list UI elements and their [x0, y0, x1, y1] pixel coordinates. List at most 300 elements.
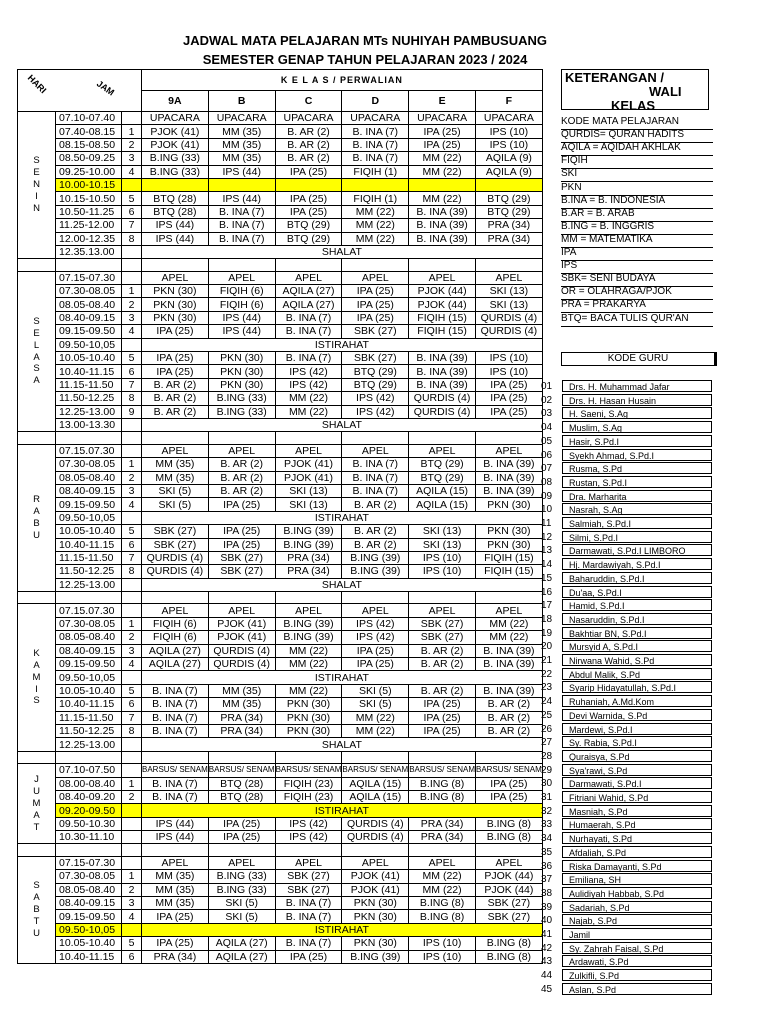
lesson-cell: B.ING (8): [409, 777, 476, 790]
lesson-cell: MM (22): [475, 617, 542, 630]
lesson-cell: IPA (25): [208, 538, 275, 551]
lesson-cell: PJOK (41): [208, 617, 275, 630]
lesson-cell: PRA (34): [475, 232, 542, 245]
lesson-cell: SBK (27): [475, 910, 542, 923]
lesson-cell: SBK (27): [208, 565, 275, 578]
teacher-name: Sya'rawi, S.Pd: [562, 764, 712, 776]
separator-cell: [18, 844, 56, 856]
time-cell: 11.50-12.25: [56, 392, 122, 405]
time-cell: 09.50-10,05: [56, 338, 122, 351]
lesson-cell: SBK (27): [342, 325, 409, 338]
lesson-cell: B. AR (2): [142, 405, 209, 418]
lesson-cell: B. INA (7): [275, 897, 342, 910]
teacher-code: 01: [541, 381, 553, 392]
lesson-cell: MM (22): [275, 405, 342, 418]
period-number: 2: [122, 138, 142, 151]
teacher-name: Sadariah, S.Pd: [562, 901, 712, 913]
lesson-cell: BARSUS/ SENAM: [475, 764, 542, 777]
period-number: 5: [122, 352, 142, 365]
table-row: [18, 604, 565, 617]
time-cell: 08.50-09.25: [56, 152, 122, 165]
legend-item: BTQ= BACA TULIS QUR'AN: [561, 313, 713, 327]
teacher-name: Nasaruddin, S.Pd.I: [562, 613, 712, 625]
time-cell: 10.15-10.50: [56, 192, 122, 205]
lesson-cell: [208, 178, 275, 191]
lesson-cell: [409, 178, 476, 191]
lesson-cell: B. AR (2): [142, 378, 209, 391]
teacher-name: Syarip Hidayatullah, S.Pd.I: [562, 681, 712, 693]
teacher-name: Riska Damayanti, S.Pd: [562, 860, 712, 872]
teacher-code: 24: [541, 696, 553, 708]
teacher-row: [541, 599, 717, 612]
lesson-cell: IPA (25): [208, 498, 275, 511]
lesson-cell: B.ING (33): [208, 405, 275, 418]
period-number: 4: [122, 658, 142, 671]
lesson-cell: PKN (30): [275, 711, 342, 724]
period-number: 7: [122, 378, 142, 391]
period-number: [122, 444, 142, 457]
lesson-cell: B.ING (39): [275, 617, 342, 630]
separator-cell: [475, 751, 542, 763]
teacher-code: 45: [541, 983, 553, 995]
lesson-cell: IPA (25): [275, 165, 342, 178]
lesson-cell: BARSUS/ SENAM: [409, 764, 476, 777]
lesson-cell: B. INA (7): [142, 777, 209, 790]
time-cell: 07.15.07.30: [56, 444, 122, 457]
separator-cell: [18, 259, 56, 271]
time-cell: 12.00-12.35: [56, 232, 122, 245]
lesson-cell: IPS (10): [475, 125, 542, 138]
period-number: 8: [122, 565, 142, 578]
separator-cell: [122, 259, 142, 271]
lesson-cell: MM (22): [342, 205, 409, 218]
separator-cell: [122, 432, 142, 444]
period-number: [122, 764, 142, 777]
lesson-cell: SBK (27): [342, 352, 409, 365]
lesson-cell: B. INA (7): [275, 311, 342, 324]
table-row: [18, 671, 565, 684]
page-title: JADWAL MATA PELAJARAN MTs NUHIYAH PAMBUSUANG: [182, 33, 547, 48]
lesson-cell: B. AR (2): [275, 125, 342, 138]
spacer-cell: [542, 325, 564, 338]
lesson-cell: B. AR (2): [475, 724, 542, 737]
lesson-cell: [142, 178, 209, 191]
teacher-row: [541, 736, 717, 749]
time-cell: 10.00-10.15: [56, 178, 122, 191]
teacher-row: [541, 887, 717, 900]
separator-cell: [275, 751, 342, 763]
lesson-cell: SKI (5): [208, 897, 275, 910]
lesson-cell: B. INA (39): [409, 365, 476, 378]
period-number: 2: [122, 298, 142, 311]
lesson-cell: FIQIH (15): [409, 325, 476, 338]
teacher-row: [541, 613, 717, 626]
teacher-code: 40: [541, 915, 553, 927]
time-cell: 07.30-08.05: [56, 458, 122, 471]
teacher-row: [541, 435, 717, 448]
teacher-row: [541, 558, 717, 571]
table-row: [18, 923, 565, 936]
separator-cell: [409, 432, 476, 444]
teacher-code: 36: [541, 860, 553, 872]
lesson-cell: IPA (25): [342, 644, 409, 657]
separator-cell: [275, 844, 342, 856]
legend-item: SKI: [561, 168, 713, 182]
lesson-cell: PJOK (44): [409, 298, 476, 311]
lesson-cell: BTQ (29): [342, 378, 409, 391]
table-row: [18, 125, 565, 138]
teacher-code: 31: [541, 792, 553, 803]
period-number: [122, 817, 142, 830]
period-number: 5: [122, 192, 142, 205]
lesson-cell: IPA (25): [475, 777, 542, 790]
lesson-cell: SBK (27): [275, 870, 342, 883]
lesson-cell: IPA (25): [142, 937, 209, 950]
time-cell: 11.15-11.50: [56, 711, 122, 724]
table-row: [18, 498, 565, 511]
teacher-row: [541, 723, 717, 736]
lesson-cell: IPS (44): [142, 232, 209, 245]
teacher-code: 39: [541, 901, 553, 913]
time-cell: 10.40-11.15: [56, 538, 122, 551]
time-cell: 09.20-09.50: [56, 804, 122, 817]
time-cell: 07.15-07.30: [56, 856, 122, 869]
lesson-cell: B.ING (33): [208, 870, 275, 883]
lesson-cell: BTQ (28): [142, 192, 209, 205]
separator-cell: [122, 751, 142, 763]
lesson-cell: B.ING (39): [275, 538, 342, 551]
table-row: [18, 817, 565, 830]
lesson-cell: APEL: [475, 856, 542, 869]
teacher-code: 03: [541, 408, 553, 420]
keterangan-title: KETERANGAN /: [565, 70, 664, 85]
lesson-cell: PKN (30): [275, 724, 342, 737]
separator-cell: [56, 844, 122, 856]
day-separator: [18, 259, 565, 271]
time-cell: 10.05-10.40: [56, 684, 122, 697]
table-row: [18, 219, 565, 232]
lesson-cell: IPS (10): [475, 352, 542, 365]
lesson-cell: B. INA (39): [409, 219, 476, 232]
teacher-row: [541, 818, 717, 831]
table-row: [18, 777, 565, 790]
time-cell: 07.40-08.15: [56, 125, 122, 138]
lesson-cell: B. INA (7): [342, 138, 409, 151]
lesson-cell: UPACARA: [409, 112, 476, 125]
lesson-cell: FIQIH (6): [142, 617, 209, 630]
day-label: S E N I N: [18, 112, 56, 259]
teacher-code: 10: [541, 504, 553, 516]
time-cell: 09.15-09.50: [56, 498, 122, 511]
lesson-cell: UPACARA: [275, 112, 342, 125]
lesson-cell: IPA (25): [475, 378, 542, 391]
teacher-code: 35: [541, 846, 553, 858]
table-row: [18, 644, 565, 657]
lesson-cell: [475, 178, 542, 191]
table-row: [18, 205, 565, 218]
teacher-code: 22: [541, 668, 553, 680]
lesson-cell: B. INA (39): [475, 684, 542, 697]
lesson-cell: MM (35): [208, 125, 275, 138]
hari-jam-corner: [18, 70, 142, 112]
lesson-cell: IPS (42): [342, 392, 409, 405]
separator-cell: [142, 751, 209, 763]
lesson-cell: QURDIS (4): [475, 325, 542, 338]
time-cell: 08.40-09.15: [56, 644, 122, 657]
lesson-cell: AQILA (15): [342, 790, 409, 803]
time-cell: 08.00-08.40: [56, 777, 122, 790]
lesson-cell: MM (35): [208, 684, 275, 697]
lesson-cell: PKN (30): [142, 298, 209, 311]
separator-cell: [342, 751, 409, 763]
lesson-cell: APEL: [208, 856, 275, 869]
lesson-cell: IPS (42): [342, 617, 409, 630]
teacher-code: 04: [541, 422, 553, 434]
time-cell: 08.05-08.40: [56, 471, 122, 484]
lesson-cell: MM (35): [142, 471, 209, 484]
table-row: [18, 617, 565, 630]
period-number: 3: [122, 311, 142, 324]
lesson-cell: IPA (25): [475, 790, 542, 803]
period-number: [122, 738, 142, 751]
teacher-name: Quraisya, S.Pd: [562, 750, 712, 762]
lesson-cell: B.ING (8): [475, 950, 542, 963]
separator-cell: [342, 844, 409, 856]
time-cell: 08.40-09.15: [56, 897, 122, 910]
time-cell: 10.05-10.40: [56, 937, 122, 950]
spacer-cell: [542, 365, 564, 378]
class-header: E: [409, 91, 476, 112]
teacher-name: Darmawati, S.Pd.I: [562, 777, 712, 789]
lesson-cell: FIQIH (6): [208, 285, 275, 298]
lesson-cell: PJOK (41): [342, 870, 409, 883]
lesson-cell: IPA (25): [142, 910, 209, 923]
class-header: B: [208, 91, 275, 112]
lesson-cell: PRA (34): [275, 565, 342, 578]
lesson-cell: PRA (34): [275, 551, 342, 564]
lesson-cell: IPS (42): [342, 631, 409, 644]
lesson-cell: B. INA (7): [142, 724, 209, 737]
teacher-code: 17: [541, 600, 553, 612]
teacher-row: [541, 695, 717, 708]
lesson-cell: MM (35): [142, 883, 209, 896]
lesson-cell: QURDIS (4): [342, 831, 409, 844]
day-separator: [18, 432, 565, 444]
teacher-code: 19: [541, 627, 553, 639]
lesson-cell: B. INA (7): [208, 232, 275, 245]
lesson-cell: BTQ (29): [409, 458, 476, 471]
lesson-cell: PKN (30): [475, 498, 542, 511]
teacher-row: [541, 586, 717, 599]
period-number: [122, 578, 142, 591]
table-row: [18, 856, 565, 869]
lesson-cell: APEL: [475, 444, 542, 457]
table-row: [18, 804, 565, 817]
teacher-row: [541, 873, 717, 886]
table-row: [18, 937, 565, 950]
lesson-cell: B.ING (8): [475, 817, 542, 830]
lesson-cell: B. INA (7): [342, 458, 409, 471]
separator-cell: [56, 432, 122, 444]
teacher-name: Mardewi, S.Pd.I: [562, 723, 712, 735]
lesson-cell: IPA (25): [475, 405, 542, 418]
teacher-code: 30: [541, 778, 553, 790]
lesson-cell: MM (22): [275, 684, 342, 697]
lesson-cell: SKI (13): [275, 498, 342, 511]
lesson-cell: APEL: [409, 271, 476, 284]
lesson-cell: MM (22): [275, 392, 342, 405]
lesson-cell: IPA (25): [142, 325, 209, 338]
lesson-cell: AQILA (9): [475, 152, 542, 165]
teacher-code: 21: [541, 655, 553, 666]
teacher-row: [541, 983, 717, 996]
separator-cell: [208, 259, 275, 271]
time-cell: 10.05-10.40: [56, 352, 122, 365]
lesson-cell: PRA (34): [475, 219, 542, 232]
lesson-cell: APEL: [275, 271, 342, 284]
period-number: 6: [122, 698, 142, 711]
lesson-cell: PJOK (41): [208, 631, 275, 644]
lesson-cell: SKI (13): [475, 298, 542, 311]
lesson-cell: IPS (10): [409, 551, 476, 564]
period-number: [122, 856, 142, 869]
lesson-cell: QURDIS (4): [142, 551, 209, 564]
teacher-name: Du'aa, S.Pd.I: [562, 586, 712, 598]
lesson-cell: APEL: [342, 271, 409, 284]
table-row: [18, 870, 565, 883]
teacher-name: Drs. H. Hasan Husain: [562, 394, 712, 406]
lesson-cell: MM (35): [142, 870, 209, 883]
period-number: 4: [122, 498, 142, 511]
lesson-cell: PKN (30): [475, 525, 542, 538]
table-row: [18, 152, 565, 165]
lesson-cell: IPA (25): [409, 724, 476, 737]
teacher-row: [541, 627, 717, 640]
keterangan-wali: WALI: [649, 84, 682, 99]
time-cell: 12.25-13.00: [56, 738, 122, 751]
lesson-cell: PJOK (44): [475, 870, 542, 883]
lesson-cell: SBK (27): [208, 551, 275, 564]
period-number: 4: [122, 165, 142, 178]
table-row: [18, 698, 565, 711]
lesson-cell: PJOK (41): [342, 883, 409, 896]
teacher-name: Muslim, S.Ag: [562, 421, 712, 433]
teacher-row: [541, 969, 717, 982]
table-row: [18, 138, 565, 151]
lesson-cell: BTQ (29): [475, 192, 542, 205]
lesson-cell: PKN (30): [142, 311, 209, 324]
lesson-cell: AQILA (27): [142, 658, 209, 671]
teacher-name: Syekh Ahmad, S.Pd.I: [562, 449, 712, 461]
separator-cell: [475, 592, 542, 604]
break-cell: SHALAT: [142, 738, 543, 751]
time-cell: 09.50-10.30: [56, 817, 122, 830]
lesson-cell: PKN (30): [342, 897, 409, 910]
teacher-name: Hamid, S.Pd.I: [562, 599, 712, 611]
lesson-cell: APEL: [208, 604, 275, 617]
lesson-cell: B. INA (39): [475, 644, 542, 657]
period-number: 8: [122, 232, 142, 245]
lesson-cell: PKN (30): [208, 352, 275, 365]
period-number: [122, 178, 142, 191]
teacher-name: Fitriani Wahid, S.Pd: [562, 791, 712, 803]
lesson-cell: IPS (10): [409, 950, 476, 963]
lesson-cell: MM (22): [409, 165, 476, 178]
lesson-cell: MM (35): [208, 138, 275, 151]
time-cell: 11.50-12.25: [56, 565, 122, 578]
time-cell: 09.15-09.50: [56, 658, 122, 671]
teacher-row: [541, 777, 717, 790]
teacher-name: Hasir, S.Pd.I: [562, 435, 712, 447]
day-label: S E L A S A: [18, 271, 56, 432]
teacher-name: Abdul Malik, S.Pd: [562, 668, 712, 680]
lesson-cell: B. INA (7): [275, 325, 342, 338]
table-row: [18, 551, 565, 564]
time-cell: 08.40-09.15: [56, 311, 122, 324]
lesson-cell: B. AR (2): [208, 471, 275, 484]
lesson-cell: QURDIS (4): [342, 817, 409, 830]
lesson-cell: B. AR (2): [275, 152, 342, 165]
period-number: [122, 271, 142, 284]
lesson-cell: IPS (44): [142, 817, 209, 830]
teacher-code: 34: [541, 833, 553, 845]
teacher-name: Mursyid A, S.Pd.I: [562, 640, 712, 652]
time-cell: 08.15-08.50: [56, 138, 122, 151]
teacher-name: Aulidiyah Habbab, S.Pd: [562, 887, 712, 899]
lesson-cell: [275, 178, 342, 191]
period-number: 9: [122, 405, 142, 418]
lesson-cell: B. INA (39): [475, 658, 542, 671]
separator-cell: [342, 259, 409, 271]
period-number: 5: [122, 684, 142, 697]
teacher-code: 41: [541, 929, 553, 940]
time-cell: 10.40-11.15: [56, 365, 122, 378]
teacher-code: 08: [541, 476, 553, 488]
teacher-row: [541, 517, 717, 530]
table-row: [18, 883, 565, 896]
lesson-cell: B. INA (39): [475, 484, 542, 497]
lesson-cell: PKN (30): [142, 285, 209, 298]
teacher-name: Nasrah, S.Ag: [562, 503, 712, 515]
period-number: 6: [122, 205, 142, 218]
break-cell: ISTIRAHAT: [142, 923, 543, 936]
lesson-cell: B. INA (39): [409, 232, 476, 245]
lesson-cell: SKI (13): [275, 484, 342, 497]
spacer-cell: [542, 338, 564, 351]
separator-cell: [275, 592, 342, 604]
lesson-cell: APEL: [475, 604, 542, 617]
lesson-cell: BTQ (28): [208, 790, 275, 803]
teacher-code: 02: [541, 394, 553, 406]
teacher-name: Aslan, S.Pd: [562, 983, 712, 995]
teacher-name: Afdaliah, S.Pd: [562, 846, 712, 858]
teacher-code: 05: [541, 435, 553, 447]
lesson-cell: SKI (5): [142, 484, 209, 497]
table-row: [18, 950, 565, 963]
hari-label: HARI: [25, 72, 49, 96]
teacher-code: 18: [541, 613, 553, 625]
table-row: [18, 285, 565, 298]
separator-cell: [56, 592, 122, 604]
teacher-row: [541, 640, 717, 653]
teacher-row: [541, 750, 717, 763]
time-cell: 09.25-10.00: [56, 165, 122, 178]
teacher-code: 44: [541, 970, 553, 982]
separator-cell: [56, 259, 122, 271]
lesson-cell: IPA (25): [342, 658, 409, 671]
lesson-cell: IPA (25): [275, 950, 342, 963]
table-row: [18, 790, 565, 803]
